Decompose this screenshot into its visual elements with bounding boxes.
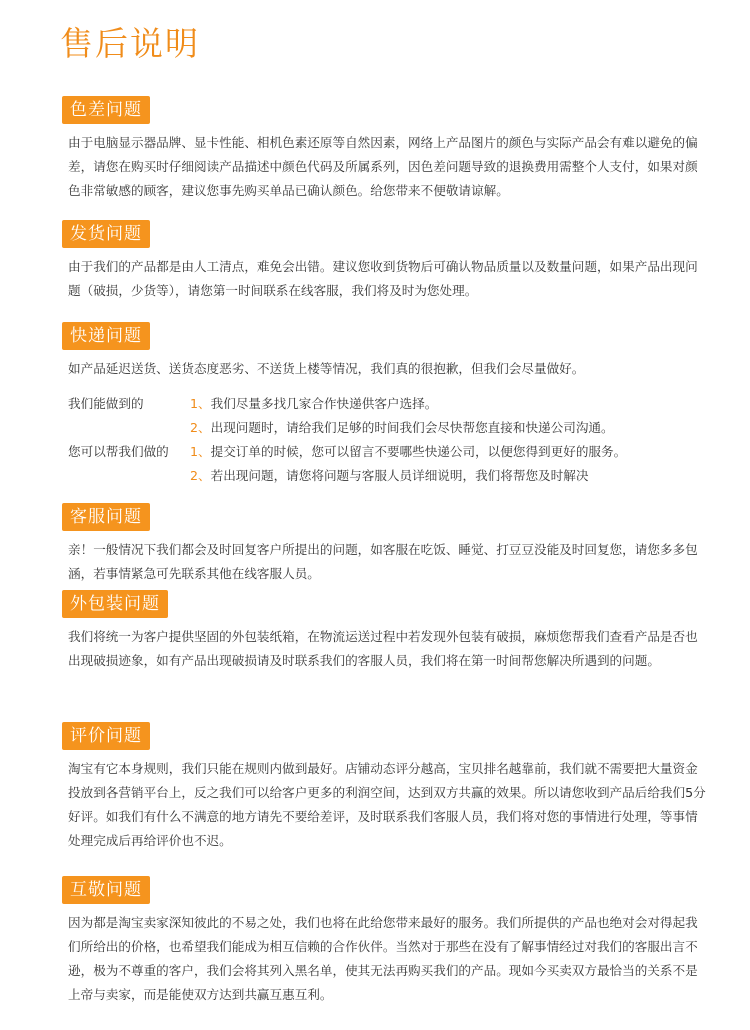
- express-you-can-item: [190, 464, 588, 488]
- section-tag-color: 色差问题: [62, 96, 150, 124]
- list-text: 若出现问题，请您将问题与客服人员详细说明，我们将帮您及时解决: [210, 468, 589, 483]
- express-label-you-can: 您可以帮我们做的: [68, 444, 169, 459]
- list-number: 1、: [190, 396, 211, 411]
- section-text-color: 由于电脑显示器品牌、显卡性能、相机色素还原等自然因素，网络上产品图片的颜色与实际产品会有难以避免的偏差，请您在购买时仔细阅读产品描述中颜色代码及所属系列，因色差问题导致的退换费用需整个人支付，如果对颜色非常敏感的顾客，建议您事先购买单品已确认颜色。给您带来不便敬请谅解。: [68, 135, 698, 198]
- page-title: 售后说明: [60, 24, 200, 63]
- express-you-can-item: [190, 440, 626, 464]
- section-text-respect: 因为都是淘宝卖家深知彼此的不易之处，我们也将在此给您带来最好的服务。我们所提供的产品也绝对会对得起我们所给出的价格，也希望我们能成为相互信赖的合作伙伴。当然对于那些在没有了解事情经过对我们的客服出言不逊，极为不尊重的客户，我们会将其列入黑名单，使其无法再购买我们的产品。现如今买卖双方最恰当的关系不是上帝与卖家，而是能使双方达到共赢互惠互利。: [68, 915, 698, 1002]
- list-number: 1、: [190, 444, 211, 459]
- express-we-can-item: [190, 416, 614, 440]
- express-label-we-can: 我们能做到的: [68, 396, 144, 411]
- section-text-service: 亲！一般情况下我们都会及时回复客户所提出的问题，如客服在吃饭、睡觉、打豆豆没能及时回复您，请您多多包涵，若事情紧急可先联系其他在线客服人员。: [68, 542, 698, 581]
- section-text-express-intro: 如产品延迟送货、送货态度恶劣、不送货上楼等情况，我们真的很抱歉，但我们会尽量做好。: [68, 361, 585, 376]
- section-tag-express: 快递问题: [62, 322, 150, 350]
- express-we-can-item: [190, 392, 437, 416]
- section-tag-respect: 互敬问题: [62, 876, 150, 904]
- section-text-packaging: 我们将统一为客户提供坚固的外包装纸箱，在物流运送过程中若发现外包装有破损，麻烦您帮我们查看产品是否也出现破损迹象，如有产品出现破损请及时联系我们的客服人员，我们将在第一时间帮您解决所遇到的问题。: [68, 629, 698, 668]
- list-number: 2、: [190, 420, 211, 435]
- section-tag-shipping: 发货问题: [62, 220, 150, 248]
- list-number: 2、: [190, 468, 211, 483]
- section-text-review: 淘宝有它本身规则，我们只能在规则内做到最好。店铺动态评分越高，宝贝排名越靠前，我们就不需要把大量资金投放到各营销平台上，反之我们可以给客户更多的利润空间，达到双方共赢的效果。所以请您收到产品后给我们5分好评。如我们有什么不满意的地方请先不要给差评，及时联系我们客服人员，我们将对您的事情进行处理，等事情处理完成后再给评价也不迟。: [68, 761, 706, 848]
- section-text-shipping: 由于我们的产品都是由人工清点，难免会出错。建议您收到货物后可确认物品质量以及数量问题，如果产品出现问题（破损，少货等），请您第一时间联系在线客服，我们将及时为您处理。: [68, 259, 698, 298]
- list-text: 出现问题时，请给我们足够的时间我们会尽快帮您直接和快递公司沟通。: [210, 420, 614, 435]
- list-text: 提交订单的时候，您可以留言不要哪些快递公司，以便您得到更好的服务。: [210, 444, 627, 459]
- section-tag-review: 评价问题: [62, 722, 150, 750]
- section-tag-service: 客服问题: [62, 503, 150, 531]
- list-text: 我们尽量多找几家合作快递供客户选择。: [210, 396, 438, 411]
- section-tag-packaging: 外包装问题: [62, 590, 168, 618]
